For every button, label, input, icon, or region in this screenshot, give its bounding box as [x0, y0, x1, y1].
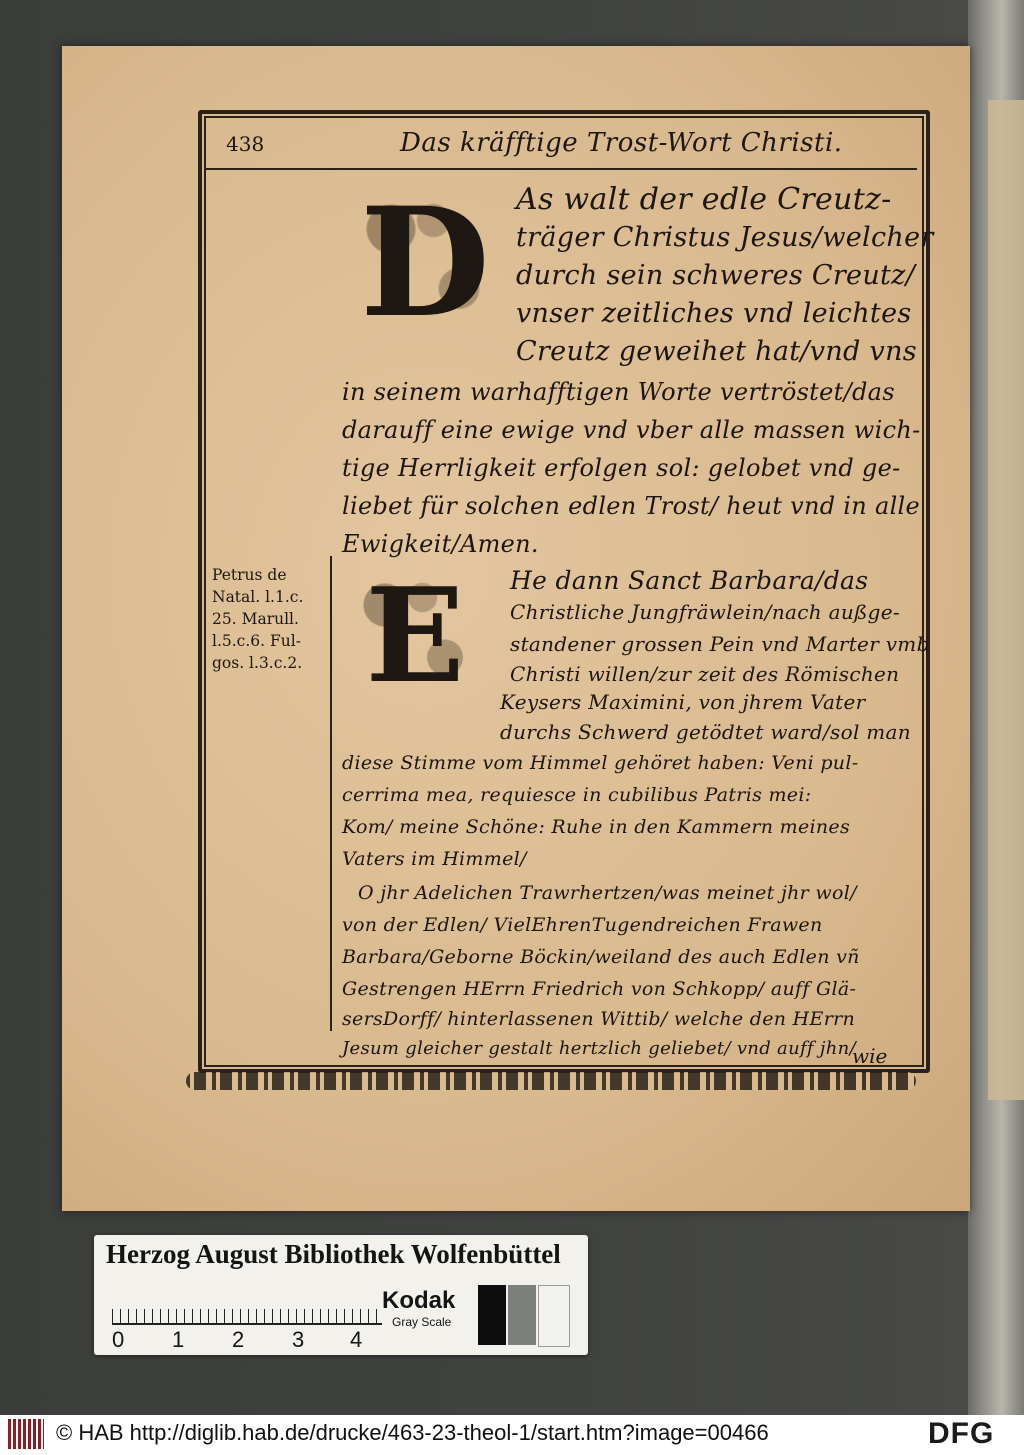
body-line: diese Stimme vom Himmel gehöret haben: Veni pul- [342, 752, 859, 774]
body-line: He dann Sanct Barbara/das [510, 566, 869, 595]
decorated-initial-d: D [340, 178, 510, 348]
page-number: 438 [226, 132, 265, 156]
ruler-number: 3 [292, 1327, 305, 1352]
body-line: Ewigkeit/Amen. [342, 530, 539, 558]
ruler-number: 2 [232, 1327, 245, 1352]
body-line: standener grossen Pein vnd Marter vmb [510, 632, 930, 656]
body-line: Christliche Jungfräwlein/nach außge- [510, 600, 900, 624]
ornament-border [186, 1072, 916, 1090]
body-line: liebet für solchen edlen Trost/ heut vnd in alle [342, 492, 921, 520]
kodak-subtitle: Gray Scale [392, 1315, 452, 1329]
margin-note-line: l.5.c.6. Ful- [212, 632, 301, 650]
body-line: As walt der edle Creutz- [516, 182, 892, 217]
body-line: Jesum gleicher gestalt hertzlich geliebet/ vnd auff jhn/ [342, 1038, 856, 1059]
header-rule [205, 168, 917, 170]
body-line: von der Edlen/ VielEhrenTugendreichen Frawen [342, 914, 823, 936]
kodak-brand: Kodak [382, 1287, 456, 1314]
margin-note-line: Natal. l.1.c. [212, 588, 304, 606]
body-line: Keysers Maximini, von jhrem Vater [500, 690, 866, 714]
facing-page-strip [988, 100, 1024, 1100]
gray-swatch-mid [508, 1285, 536, 1345]
body-line: Kom/ meine Schöne: Ruhe in den Kammern meines [342, 816, 851, 838]
margin-rule [330, 556, 332, 1031]
body-line: Barbara/Geborne Böckin/weiland des auch Edlen vñ [342, 946, 860, 968]
ruler-number: 0 [112, 1327, 125, 1352]
ruler-number: 4 [350, 1327, 363, 1352]
body-line: vnser zeitliches vnd leichtes [516, 298, 912, 329]
body-line: O jhr Adelichen Trawrhertzen/was meinet jhr wol/ [358, 882, 857, 904]
margin-note-line: Petrus de [212, 566, 287, 584]
body-line: darauff eine ewige vnd vber alle massen wich- [342, 416, 921, 444]
hab-logo-icon [8, 1419, 44, 1449]
color-reference-card [94, 1235, 588, 1355]
running-title: Das kräfftige Trost-Wort Christi. [400, 128, 843, 158]
body-line: träger Christus Jesus/welcher [516, 222, 934, 253]
body-line: in seinem warhafftigen Worte vertröstet/das [342, 378, 895, 406]
gray-swatch-black [478, 1285, 506, 1345]
body-line: cerrima mea, requiesce in cubilibus Patris mei: [342, 784, 812, 806]
ruler-number: 1 [172, 1327, 185, 1352]
body-line: durchs Schwerd getödtet ward/sol man [500, 720, 911, 744]
body-line: Vaters im Himmel/ [342, 848, 527, 870]
body-line: Creutz geweihet hat/vnd vns [516, 336, 917, 367]
body-line: Christi willen/zur zeit des Römischen [510, 662, 900, 686]
decorated-initial-e: E [340, 560, 490, 710]
dfg-logo: DFG [928, 1417, 995, 1450]
body-line: tige Herrligkeit erfolgen sol: gelobet vnd ge- [342, 454, 901, 482]
body-line: durch sein schweres Creutz/ [516, 260, 916, 291]
margin-note-line: 25. Marull. [212, 610, 299, 628]
catchword: wie [852, 1044, 888, 1068]
gray-swatch-white [538, 1285, 570, 1347]
body-line: sersDorff/ hinterlassenen Wittib/ welche den HErrn [342, 1008, 855, 1030]
source-url-text[interactable]: © HAB http://diglib.hab.de/drucke/463-23-theol-1/start.htm?image=00466 [56, 1420, 769, 1445]
library-name: Herzog August Bibliothek Wolfenbüttel [106, 1239, 561, 1269]
margin-note-line: gos. l.3.c.2. [212, 654, 303, 672]
ruler [112, 1287, 382, 1325]
body-line: Gestrengen HErrn Friedrich von Schkopp/ auff Glä- [342, 978, 857, 1000]
